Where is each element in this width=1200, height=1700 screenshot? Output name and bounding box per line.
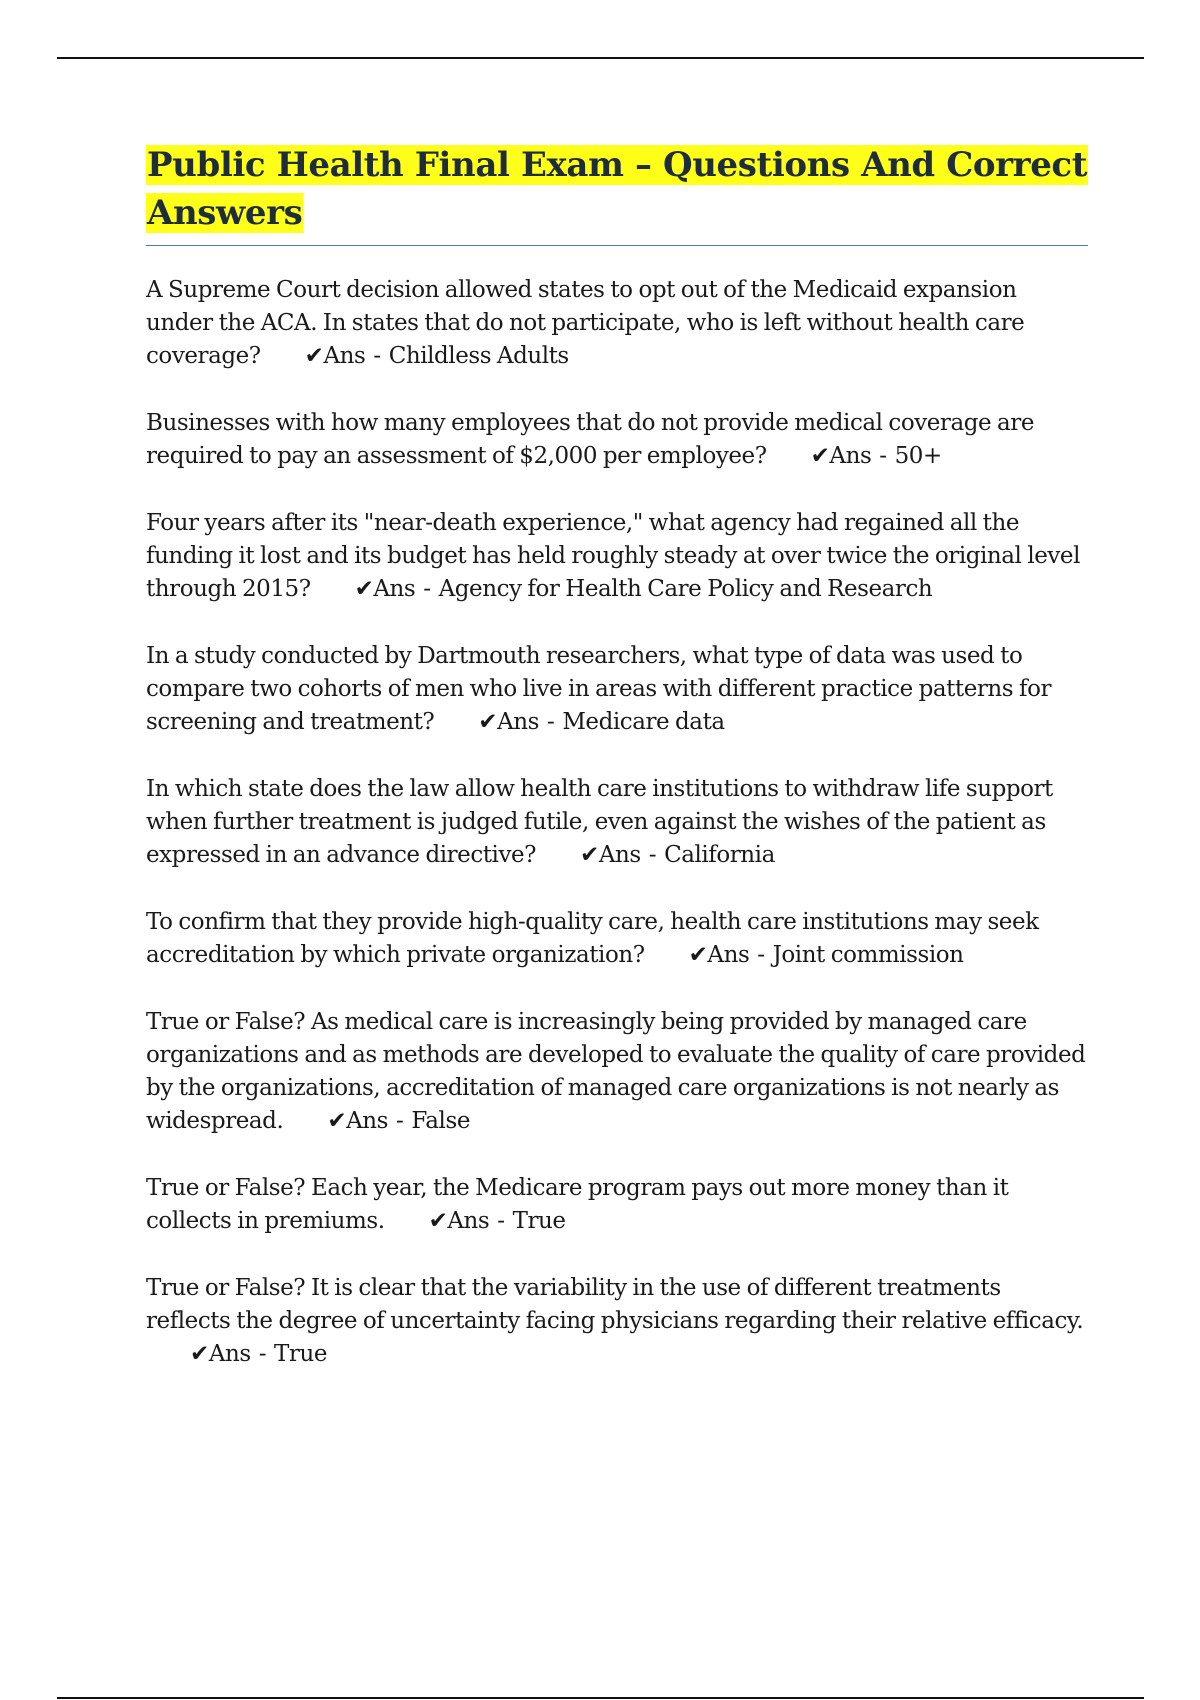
answer-separator: - xyxy=(879,443,887,469)
qa-item xyxy=(146,640,1088,739)
answer-marker: ✔Ans xyxy=(688,942,750,968)
answer-separator: - xyxy=(757,942,765,968)
document-title xyxy=(146,141,1088,237)
document-page xyxy=(146,141,1088,1405)
answer-marker: ✔Ans xyxy=(478,709,539,735)
page-bottom-rule xyxy=(57,1697,1144,1699)
answer-text: California xyxy=(664,842,775,868)
question-text: In which state does the law allow health care institutions to withdraw life support when further treatment is judged futile, even against the wishes of the patient as expressed in an advance directive? xyxy=(146,776,1053,868)
qa-item xyxy=(146,1272,1088,1371)
answer-text: True xyxy=(512,1208,566,1234)
qa-item xyxy=(146,507,1088,606)
answer-separator: - xyxy=(547,709,555,735)
title-highlight: Public Health Final Exam – Questions And Correct Answers xyxy=(147,145,1088,233)
qa-item xyxy=(146,1006,1088,1138)
answer-text: Medicare data xyxy=(562,709,725,735)
answer-marker: ✔Ans xyxy=(810,443,872,469)
answer-marker: ✔Ans xyxy=(304,343,366,369)
answer-marker: ✔Ans xyxy=(327,1108,389,1134)
question-text: Businesses with how many employees that do not provide medical coverage are required to pay an assessment of $2,000 per employee? xyxy=(146,410,1035,469)
answer-text: Childless Adults xyxy=(388,343,569,369)
question-text: True or False? Each year, the Medicare program pays out more money than it collects in premiums. xyxy=(146,1175,1009,1234)
question-text: True or False? It is clear that the variability in the use of different treatments reflects the degree of uncertainty facing physicians regarding their relative efficacy. xyxy=(146,1275,1084,1334)
answer-text: True xyxy=(274,1341,327,1367)
answer-marker: ✔Ans xyxy=(580,842,641,868)
answer-separator: - xyxy=(648,842,657,868)
question-text: Four years after its "near-death experience," what agency had regained all the funding it lost and its budget has held roughly steady at over twice the original level through 2015? xyxy=(146,510,1080,602)
answer-text: 50+ xyxy=(894,443,942,469)
qa-item xyxy=(146,906,1088,972)
answer-text: False xyxy=(411,1108,470,1134)
qa-item xyxy=(146,407,1088,473)
answer-separator: - xyxy=(497,1208,505,1234)
answer-marker: ✔Ans xyxy=(190,1341,251,1367)
answer-marker: ✔Ans xyxy=(354,576,416,602)
qa-list xyxy=(146,274,1088,1371)
question-text: In a study conducted by Dartmouth researchers, what type of data was used to compare two cohorts of men who live in areas with different practice patterns for screening and treatment? xyxy=(146,643,1052,735)
question-text: True or False? As medical care is increasingly being provided by managed care organizations and as methods are developed to evaluate the quality of care provided by the organizations, accreditation of managed care organizations is not nearly as widespread. xyxy=(146,1009,1086,1134)
question-text: A Supreme Court decision allowed states to opt out of the Medicaid expansion under the ACA. In states that do not participate, who is left without health care coverage? xyxy=(146,277,1025,369)
answer-separator: - xyxy=(373,343,381,369)
title-underline xyxy=(146,245,1088,246)
answer-separator: - xyxy=(423,576,431,602)
question-text: To confirm that they provide high-quality care, health care institutions may seek accreditation by which private organization? xyxy=(146,909,1039,968)
answer-text: Agency for Health Care Policy and Research xyxy=(438,576,933,602)
page-top-rule xyxy=(57,57,1144,59)
answer-text: Joint commission xyxy=(772,942,964,968)
qa-item xyxy=(146,1172,1088,1238)
qa-item xyxy=(146,773,1088,872)
answer-separator: - xyxy=(396,1108,404,1134)
qa-item xyxy=(146,274,1088,373)
answer-separator: - xyxy=(258,1341,267,1367)
answer-marker: ✔Ans xyxy=(428,1208,490,1234)
